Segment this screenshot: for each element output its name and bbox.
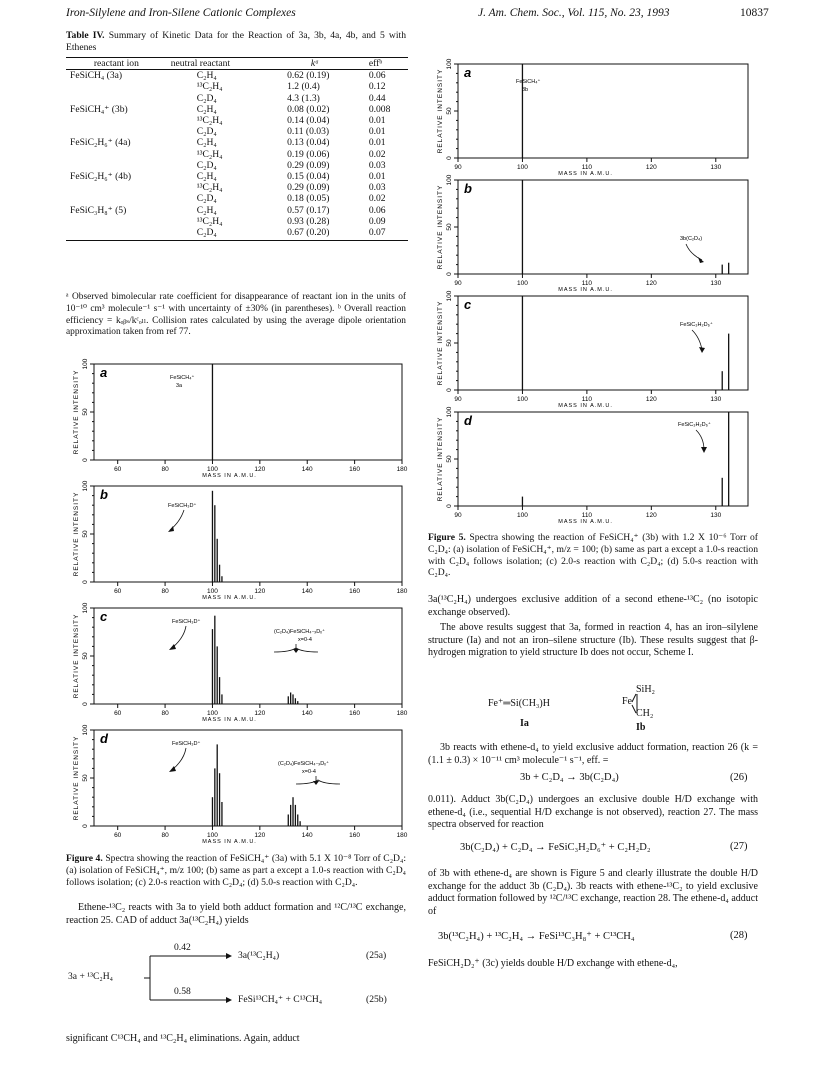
arrow-head (293, 649, 299, 653)
x-tick-label: 160 (349, 832, 361, 839)
table-col-header: reactant ion (93, 58, 139, 69)
y-axis-label: RELATIVE INTENSITY (73, 613, 80, 699)
table-cell: 0.01 (368, 171, 386, 183)
x-tick-label: 100 (517, 280, 528, 287)
table-cell: 0.11 (0.03) (287, 126, 330, 138)
running-header-title: Iron-Silylene and Iron-Silene Cationic Complexes (66, 7, 296, 19)
x-tick-label: 80 (161, 832, 169, 839)
y-tick-label: 50 (82, 530, 89, 538)
table-cell: 0.14 (0.04) (287, 115, 330, 127)
table-row (66, 104, 408, 115)
figure5-caption-label: Figure 5. (428, 532, 466, 543)
table-cell: 0.93 (0.28) (287, 215, 330, 227)
arrow-head (168, 526, 174, 532)
x-tick-label: 120 (254, 588, 266, 595)
table-cell: 0.29 (0.09) (287, 182, 330, 194)
table-title-text: Summary of Kinetic Data for the Reaction of 3a, 3b, 4a, 4b, and 5 with Ethenes (66, 30, 406, 53)
table-cell: 0.12 (368, 81, 386, 93)
table-cell: 4.3 (1.3) (287, 92, 320, 104)
x-tick-label: 140 (301, 466, 313, 473)
panel-letter: d (100, 731, 108, 746)
y-tick-label: 0 (446, 388, 453, 392)
y-tick-label: 50 (446, 223, 453, 231)
table-cell (66, 126, 167, 137)
table-cell: 0.03 (368, 159, 386, 171)
x-axis-label: MASS IN A.M.U. (202, 473, 257, 479)
branch-b-product: FeSi¹³CH₄⁺ + C¹³CH₄ (238, 994, 323, 1005)
branch-arrows (144, 946, 232, 1010)
arrow-head (313, 781, 319, 785)
table-cell: FeSiC₃H₈⁺ (5) (70, 204, 127, 216)
equation-27-number: (27) (730, 841, 748, 852)
structure-ib-label: Ib (636, 722, 646, 733)
table-cell: 0.01 (368, 115, 386, 127)
branch-a-product: 3a(¹³C₂H₄) (238, 950, 280, 961)
kinetic-table (66, 57, 408, 241)
x-axis-label: MASS IN A.M.U. (558, 171, 613, 177)
table-cell: C₂D₄ (196, 126, 217, 138)
table-row (66, 171, 408, 182)
structure-ia: Fe⁺═Si(CH₃)H (488, 698, 550, 709)
table-cell: 0.15 (0.04) (287, 171, 330, 183)
y-axis-label: RELATIVE INTENSITY (73, 369, 80, 455)
table-row (66, 182, 408, 193)
table-cell (66, 115, 167, 126)
x-axis-label: MASS IN A.M.U. (558, 519, 613, 525)
x-tick-label: 140 (301, 710, 313, 717)
panel-letter: a (100, 365, 108, 380)
table-cell: 0.06 (368, 70, 386, 82)
page-number: 10837 (740, 7, 769, 19)
panel-letter: a (464, 65, 472, 80)
y-tick-label: 0 (82, 824, 89, 828)
table-cell: ¹³C₂H₄ (196, 115, 223, 127)
table-cell: C₂D₄ (167, 227, 265, 241)
table-row (66, 137, 408, 148)
x-tick-label: 100 (207, 710, 218, 717)
x-tick-label: 180 (396, 710, 408, 717)
peak-annotation: 3a (176, 383, 183, 389)
table-cell: 1.2 (0.4) (287, 81, 320, 93)
panel-letter: d (464, 413, 472, 428)
table-row (66, 126, 408, 137)
table-col-header: effᵇ (368, 58, 383, 69)
plot-frame (94, 730, 402, 826)
y-tick-label: 50 (82, 408, 89, 416)
table-cell: C₂H₄ (196, 171, 217, 183)
y-axis-label: RELATIVE INTENSITY (437, 300, 444, 386)
structure-ia-label: Ia (520, 718, 529, 729)
y-tick-label: 50 (82, 774, 89, 782)
x-tick-label: 90 (454, 280, 462, 287)
left-paragraph-2: significant C¹³CH₄ and ¹³C₂H₄ eliminations. Again, adduct (66, 1033, 300, 1044)
table-row (66, 115, 408, 126)
peak-annotation: (C₂D₄)FeSiCH₄₋ₓDₓ⁺ (278, 761, 329, 767)
equation-26-number: (26) (730, 772, 748, 783)
x-axis-label: MASS IN A.M.U. (202, 595, 257, 601)
table-cell: C₂D₄ (196, 193, 217, 205)
x-tick-label: 160 (349, 710, 361, 717)
figure4-spectra (60, 358, 412, 848)
table-cell (66, 149, 167, 160)
table-cell: 0.13 (0.04) (287, 137, 330, 149)
peak-annotation: x=0-4 (298, 637, 312, 643)
x-tick-label: 180 (396, 588, 408, 595)
peak-annotation: FeSiC₃H₂D₆⁺ (678, 422, 711, 428)
table-cell: ¹³C₂H₄ (196, 215, 223, 227)
figure5-caption (428, 532, 758, 579)
y-axis-label: RELATIVE INTENSITY (73, 735, 80, 821)
scheme-structures (428, 684, 758, 734)
kinetic-table-wrap (66, 57, 408, 241)
table-cell: 0.03 (368, 182, 386, 194)
table-col-header: kᵃ (310, 58, 319, 69)
table-cell (66, 216, 167, 227)
x-tick-label: 60 (114, 588, 122, 595)
table-cell: ¹³C₂H₄ (196, 148, 223, 160)
y-tick-label: 100 (446, 290, 453, 302)
y-tick-label: 0 (446, 272, 453, 276)
table-cell: 0.57 (0.17) (287, 204, 330, 216)
peak-annotation: FeSiC₃H₂D₆⁺ (680, 322, 713, 328)
x-tick-label: 100 (207, 588, 218, 595)
x-tick-label: 110 (581, 280, 593, 287)
x-axis-label: MASS IN A.M.U. (202, 839, 257, 845)
plot-frame (94, 364, 402, 460)
table-cell: FeSiCH₄ (3a) (70, 70, 123, 82)
panel-letter: b (100, 487, 108, 502)
table-cell: 0.09 (368, 215, 386, 227)
panel-letter: b (464, 181, 472, 196)
branch-b-number: (25b) (366, 994, 387, 1005)
y-tick-label: 100 (446, 174, 453, 186)
right-paragraph-6: FeSiCH₂D₂⁺ (3c) yields double H/D exchange with ethene-d₄, (428, 958, 678, 969)
table-cell: FeSiCH₄⁺ (3b) (70, 103, 128, 115)
peak-annotation: (C₂D₄)FeSiCH₄₋ₓDₓ⁺ (274, 629, 325, 635)
x-tick-label: 140 (301, 588, 313, 595)
table-row (66, 70, 408, 82)
x-tick-label: 60 (114, 710, 122, 717)
x-tick-label: 100 (517, 512, 528, 519)
structure-ib-fe: Fe (622, 696, 632, 707)
y-tick-label: 0 (82, 580, 89, 584)
plot-frame (94, 486, 402, 582)
figure4-caption-label: Figure 4. (66, 853, 103, 864)
plot-frame (458, 64, 748, 158)
x-tick-label: 100 (207, 466, 218, 473)
x-tick-label: 80 (161, 466, 169, 473)
table-row (66, 149, 408, 160)
x-tick-label: 80 (161, 710, 169, 717)
annotation-arrow (170, 510, 184, 530)
table-cell: 0.19 (0.06) (287, 148, 330, 160)
table-footnote: ᵃ Observed bimolecular rate coefficient for disappearance of reactant ion in the units of 10⁻¹⁰ cm³ molecule⁻¹ s⁻¹ with uncertainty of ±30% (in parentheses). ᵇ Overall reaction efficiency = kₒᵦₛ/kᶜₒₗₗ. Collision rates calculated by using the average dipole orientation approximation taken from ref 77. (66, 292, 406, 338)
table-cell: FeSiC₂H₆⁺ (4b) (70, 171, 132, 183)
figure4-caption-text: Spectra showing the reaction of FeSiCH₄⁺ (3a) with 5.1 X 10⁻⁸ Torr of C₂D₄: (a) isolation of FeSiCH₄⁺, m/z 100; (b) same as part a except a 1.0-s reaction with C₂D₄ follows isolation; (c) 2.0-s reaction with C₂D₄; (d) 5.0-s reaction with C₂D₄. (66, 853, 406, 888)
table-cell: 0.02 (368, 193, 386, 205)
y-tick-label: 100 (446, 58, 453, 70)
peak-annotation: 3b (522, 87, 529, 93)
x-tick-label: 90 (454, 164, 462, 171)
x-tick-label: 180 (396, 466, 408, 473)
x-tick-label: 160 (349, 588, 361, 595)
equation-28: 3b(¹³C₂H₄) + ¹³C₂H₄ → FeSi¹³C₃H₈⁺ + C¹³CH₄ (438, 931, 635, 942)
y-axis-label: RELATIVE INTENSITY (437, 416, 444, 502)
table-cell: 0.67 (0.20) (265, 227, 365, 241)
table-row (66, 81, 408, 92)
table-cell: 0.29 (0.09) (287, 159, 330, 171)
x-tick-label: 120 (645, 396, 657, 403)
y-tick-label: 50 (446, 107, 453, 115)
structure-ib-top: SiH₂ (636, 684, 656, 695)
peak-annotation: FeSiCH₄⁺ (516, 79, 541, 85)
panel-letter: c (464, 297, 472, 312)
y-axis-label: RELATIVE INTENSITY (437, 68, 444, 154)
x-tick-label: 120 (254, 832, 266, 839)
table-cell: FeSiC₂H₆⁺ (4a) (70, 137, 131, 149)
x-tick-label: 120 (645, 512, 657, 519)
y-tick-label: 100 (82, 480, 89, 492)
x-axis-label: MASS IN A.M.U. (558, 287, 613, 293)
figure5-caption-text: Spectra showing the reaction of FeSiCH₄⁺ (3b) with 1.2 X 10⁻⁶ Torr of C₂D₄: (a) isolation of FeSiCH₄⁺, m/z = 100; (b) same as part a except a 1.0-s reaction with C₂D₄ follows isolation; (c) 2.0-s reaction with C₂D₄; (d) 5.0-s reaction with C₂D₄. (428, 532, 758, 579)
y-tick-label: 0 (446, 504, 453, 508)
x-tick-label: 120 (254, 710, 266, 717)
arrow-head (701, 447, 707, 453)
table-cell: C₂D₄ (196, 92, 217, 104)
x-tick-label: 120 (254, 466, 266, 473)
table-cell: 0.18 (0.05) (287, 193, 330, 205)
peak-annotation: FeSiCH₃D⁺ (172, 741, 201, 747)
table-cell: C₂H₄ (196, 70, 217, 82)
table-col-header: neutral reactant (170, 58, 231, 69)
table-row (66, 160, 408, 171)
reaction-25-scheme (66, 934, 406, 1024)
x-tick-label: 140 (301, 832, 313, 839)
table-cell (66, 182, 167, 193)
table-cell: 0.01 (368, 126, 386, 138)
x-tick-label: 120 (645, 164, 657, 171)
table-cell (66, 193, 167, 204)
table-cell: ¹³C₂H₄ (196, 81, 223, 93)
x-axis-label: MASS IN A.M.U. (558, 403, 613, 409)
right-paragraph-4: 0.011). Adduct 3b(C₂D₄) undergoes an exclusive double H/D exchange with ethene-d₄ (i.e., sequential H/D exchange is not observed), reaction 27. The mass spectra observed for reaction (428, 794, 758, 831)
y-tick-label: 100 (82, 602, 89, 614)
y-tick-label: 100 (82, 724, 89, 736)
table-cell: 0.44 (368, 92, 386, 104)
x-tick-label: 130 (710, 396, 722, 403)
equation-28-number: (28) (730, 930, 748, 941)
y-tick-label: 50 (82, 652, 89, 660)
y-tick-label: 0 (446, 156, 453, 160)
x-tick-label: 80 (161, 588, 169, 595)
structure-ib-bottom: CH₂ (636, 708, 654, 719)
reaction-25-reactant: 3a + ¹³C₂H₄ (68, 971, 114, 982)
x-tick-label: 110 (581, 396, 593, 403)
table-row (66, 216, 408, 227)
equation-27: 3b(C₂D₄) + C₂D₄ → FeSiC₃H₂D₆⁺ + C₂H₂D₂ (460, 842, 651, 853)
x-tick-label: 90 (454, 396, 462, 403)
plot-frame (94, 608, 402, 704)
plot-frame (458, 296, 748, 390)
panel-letter: c (100, 609, 108, 624)
branch-a-number: (25a) (366, 950, 387, 961)
right-paragraph-3: 3b reacts with ethene-d₄ to yield exclusive adduct formation, reaction 26 (k = (1.1 ± 0.3) × 10⁻¹¹ cm³ molecule⁻¹ s⁻¹, eff. = (428, 742, 758, 766)
table-row (66, 205, 408, 216)
branch-a-ratio: 0.42 (174, 942, 191, 953)
y-tick-label: 50 (446, 339, 453, 347)
table-cell: C₂H₄ (196, 204, 217, 216)
table-cell (66, 93, 167, 104)
table-cell: 0.06 (368, 204, 386, 216)
arrow-head (699, 347, 705, 353)
plot-frame (458, 180, 748, 274)
annotation-arrow (686, 244, 702, 260)
table-cell (66, 227, 167, 241)
y-tick-label: 100 (82, 358, 89, 370)
left-paragraph-1: Ethene-¹³C₂ reacts with 3a to yield both adduct formation and ¹²C/¹³C exchange, reaction 25. CAD of adduct 3a(¹³C₂H₄) yields (66, 902, 406, 926)
table-cell: 0.02 (368, 148, 386, 160)
x-tick-label: 130 (710, 512, 722, 519)
peak-annotation: FeSiCH₄⁺ (170, 375, 195, 381)
x-axis-label: MASS IN A.M.U. (202, 717, 257, 723)
y-axis-label: RELATIVE INTENSITY (437, 184, 444, 270)
branch-b-ratio: 0.58 (174, 986, 191, 997)
table-cell: C₂H₄ (196, 137, 217, 149)
x-tick-label: 160 (349, 466, 361, 473)
equation-26: 3b + C₂D₄ → 3b(C₂D₄) (520, 772, 619, 783)
arrow-head (698, 257, 704, 263)
annotation-arrow (692, 330, 702, 350)
x-tick-label: 60 (114, 832, 122, 839)
table-cell (66, 81, 167, 92)
table-cell: 0.07 (365, 227, 408, 241)
table-cell: 0.08 (0.02) (287, 103, 330, 115)
table-row (66, 227, 408, 241)
table-row (66, 193, 408, 204)
x-tick-label: 110 (581, 512, 593, 519)
x-tick-label: 100 (517, 396, 528, 403)
table-cell: 0.62 (0.19) (287, 70, 330, 82)
right-paragraph-2: The above results suggest that 3a, formed in reaction 4, has an iron–silylene structure (Ia) and not an iron–silene structure (Ib). These results suggest that β-hydrogen migration to yield structure Ib does not occur, Scheme I. (428, 622, 758, 659)
x-tick-label: 180 (396, 832, 408, 839)
table-cell: C₂D₄ (196, 159, 217, 171)
peak-annotation: FeSiCH₃D⁺ (172, 619, 201, 625)
x-tick-label: 60 (114, 466, 122, 473)
table-cell: ¹³C₂H₄ (196, 182, 223, 194)
table-cell: C₂H₄ (196, 103, 217, 115)
y-tick-label: 50 (446, 455, 453, 463)
y-tick-label: 0 (82, 458, 89, 462)
table-row (66, 93, 408, 104)
peak-annotation: x=0-4 (302, 769, 316, 775)
x-tick-label: 100 (207, 832, 218, 839)
x-tick-label: 110 (581, 164, 593, 171)
figure4-caption (66, 853, 406, 888)
peak-annotation: FeSiCH₃D⁺ (168, 503, 197, 509)
peak-annotation: 3b(C₂D₄) (680, 236, 703, 242)
y-tick-label: 100 (446, 406, 453, 418)
table-header-row (66, 58, 408, 70)
table-cell: 0.008 (368, 103, 391, 115)
x-tick-label: 90 (454, 512, 462, 519)
table-title (66, 30, 406, 54)
x-tick-label: 130 (710, 280, 722, 287)
table-cell: 0.01 (368, 137, 386, 149)
running-header-journal: J. Am. Chem. Soc., Vol. 115, No. 23, 1993 (478, 7, 670, 19)
table-cell (66, 160, 167, 171)
y-tick-label: 0 (82, 702, 89, 706)
x-tick-label: 100 (517, 164, 528, 171)
table-title-label: Table IV. (66, 30, 105, 41)
right-paragraph-1: 3a(¹³C₂H₄) undergoes exclusive addition of a second ethene-¹³C₂ (no isotopic exchange observed). (428, 594, 758, 618)
x-tick-label: 120 (645, 280, 657, 287)
figure5-spectra (424, 58, 754, 528)
y-axis-label: RELATIVE INTENSITY (73, 491, 80, 577)
x-tick-label: 130 (710, 164, 722, 171)
right-paragraph-5: of 3b with ethene-d₄ are shown is Figure 5 and clearly illustrate the double H/D exchange for the adduct 3b (C₂D₄). 3b reacts with ethene-¹³C₂ to yield exclusive adduct formation followed by ¹²C/¹³C exchange, reaction 28. The ethene-d₄ adduct of (428, 868, 758, 917)
